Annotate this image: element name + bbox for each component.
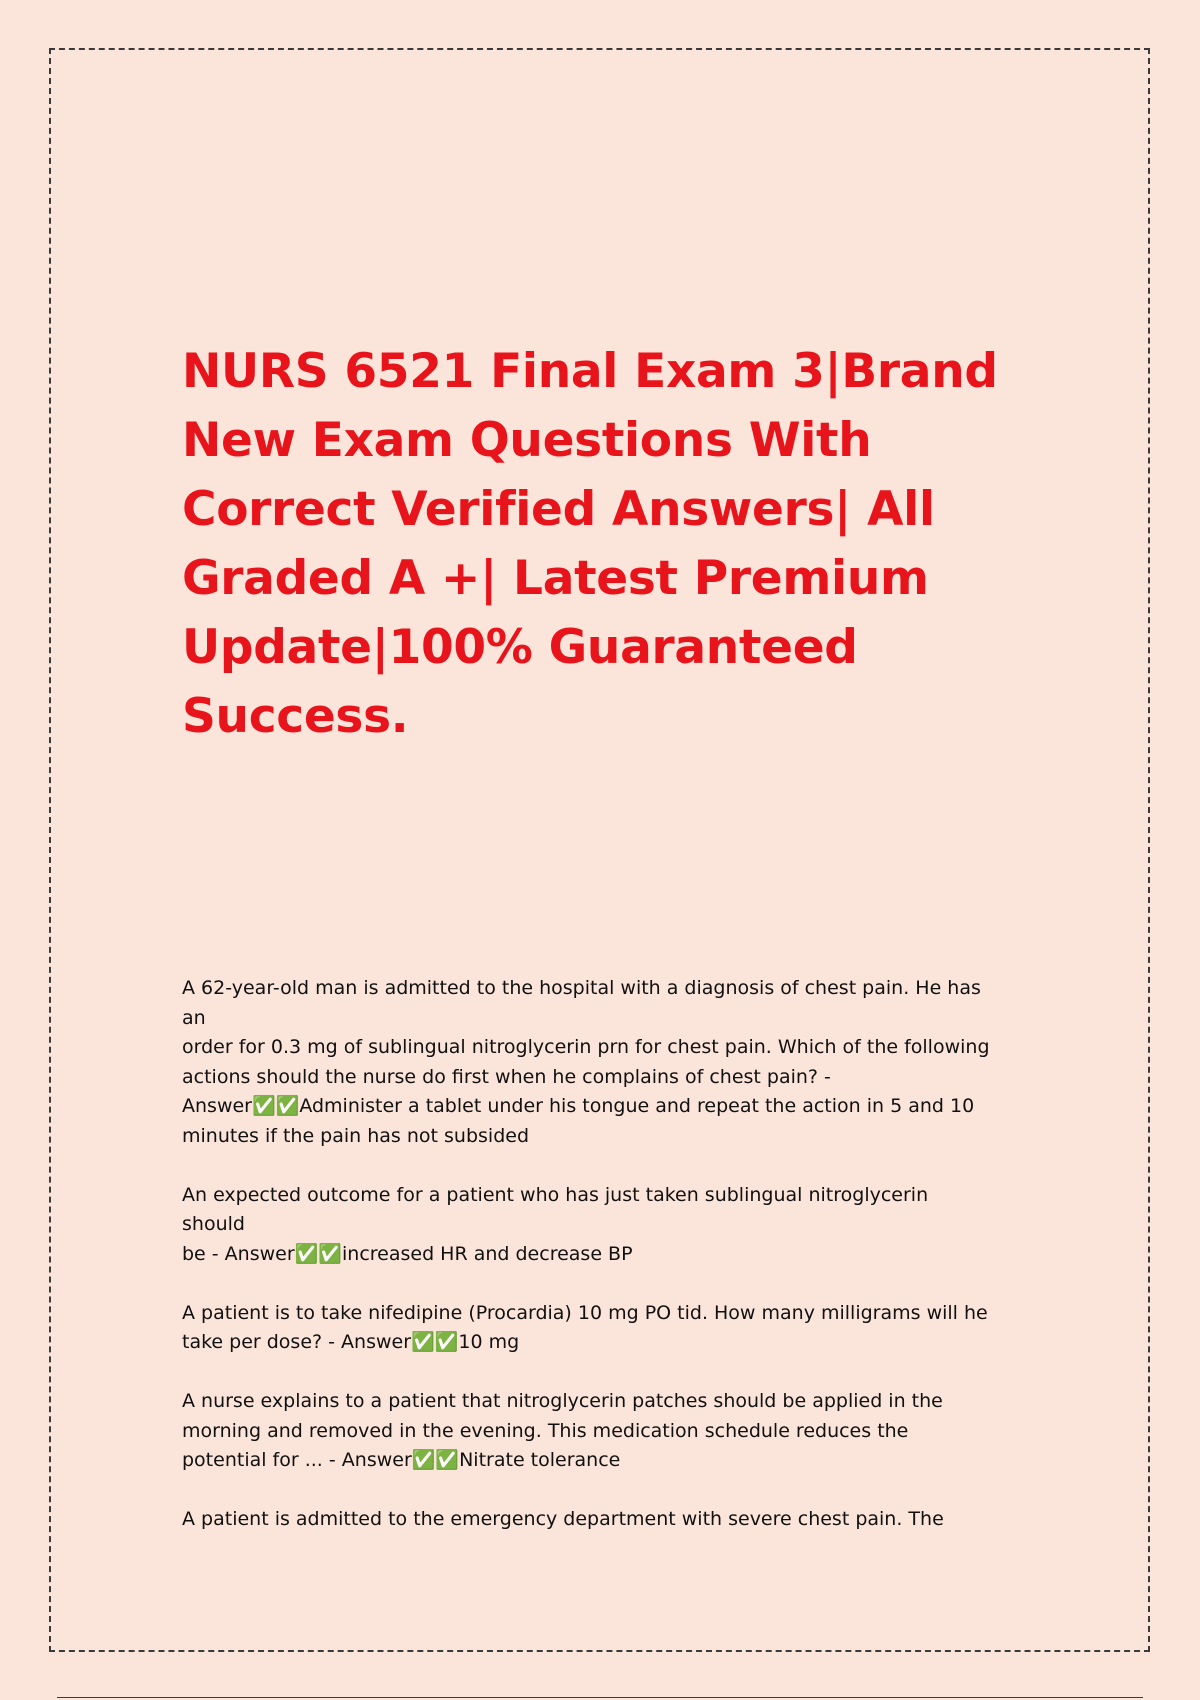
qa-item-5 xyxy=(182,1505,1032,1535)
answer-text: Administer a tablet under his tongue and repeat the action in 5 and 10 minutes if the pain has not subsided xyxy=(182,1095,975,1147)
answer-text: increased HR and decrease BP xyxy=(342,1242,633,1265)
question-text: A nurse explains to a patient that nitroglycerin patches should be applied in the morning and removed in the evening. This medication schedule reduces the potential for ... - Answer xyxy=(182,1390,943,1471)
qa-item-3 xyxy=(182,1299,1032,1358)
bottom-rule xyxy=(57,1697,1143,1698)
double-check-icon: ✅✅ xyxy=(411,1449,460,1471)
double-check-icon: ✅✅ xyxy=(251,1095,300,1117)
question-text: An expected outcome for a patient who has just taken sublingual nitroglycerin should be - Answer xyxy=(182,1183,929,1265)
question-text: A patient is admitted to the emergency department with severe chest pain. The xyxy=(182,1508,944,1530)
double-check-icon: ✅✅ xyxy=(294,1242,342,1265)
double-check-icon: ✅✅ xyxy=(411,1331,459,1353)
answer-text: Nitrate tolerance xyxy=(459,1449,621,1471)
question-text: A 62-year-old man is admitted to the hospital with a diagnosis of chest pain. He has an order for 0.3 mg of sublingual nitroglycerin prn for chest pain. Which of the following actions should the nurse do first when he complains of chest pain? - Answer xyxy=(182,977,990,1117)
qa-item-4 xyxy=(182,1387,1032,1476)
answer-text: 10 mg xyxy=(458,1331,520,1353)
document-title: NURS 6521 Final Exam 3|Brand New Exam Questions With Correct Verified Answers| All Graded A +| Latest Premium Update|100% Guaranteed Success. xyxy=(182,344,998,744)
question-text: A patient is to take nifedipine (Procardia) 10 mg PO tid. How many milligrams will he take per dose? - Answer xyxy=(182,1301,988,1353)
qa-item-2 xyxy=(182,1181,1032,1270)
qa-item-1 xyxy=(182,974,1032,1151)
document-body xyxy=(182,974,1032,1564)
